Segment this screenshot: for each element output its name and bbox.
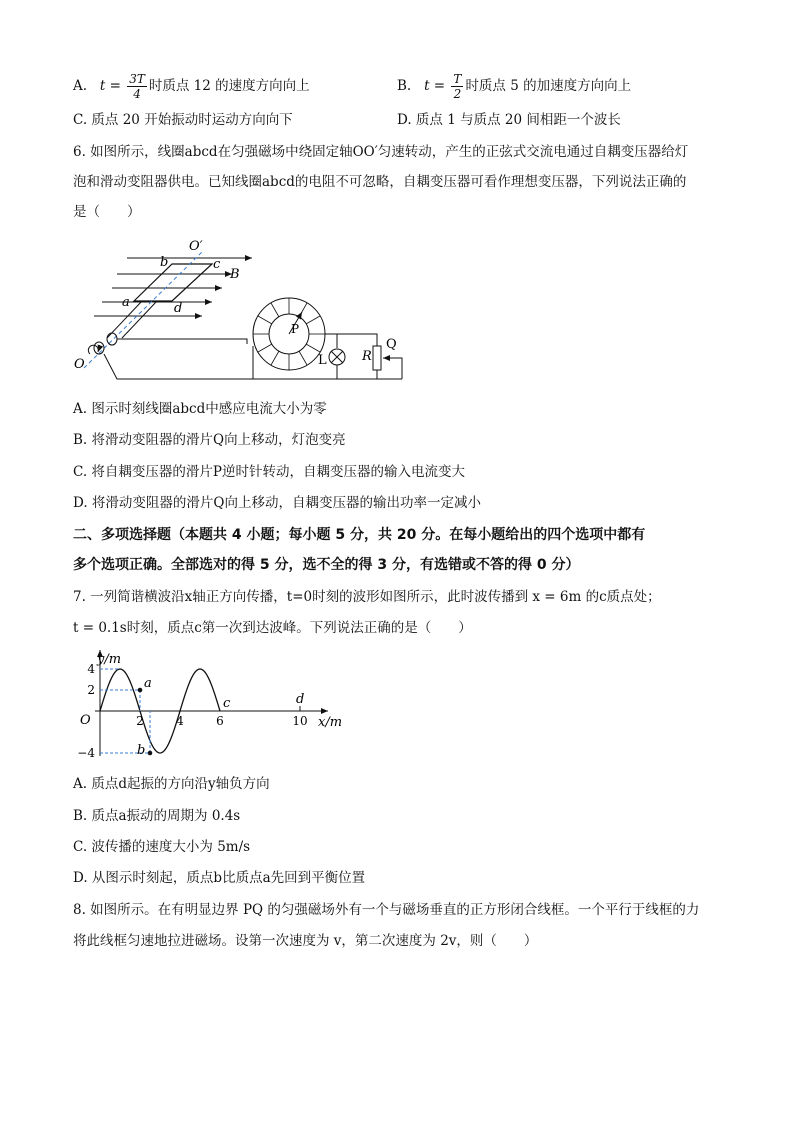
label-q: Q — [386, 337, 397, 352]
y-tick-label: 4 — [87, 662, 95, 676]
q5-option-a[interactable] — [73, 72, 310, 101]
x-tick-label: 4 — [176, 714, 184, 728]
label-c: c — [213, 257, 221, 272]
q7-stem-line1: 7. 一列简谐横波沿x轴正方向传播，t=0时刻的波形如图所示，此时波传播到 x = 6m 的c质点处； — [73, 589, 661, 605]
q8-stem-line2: 将此线框匀速地拉进磁场。设第一次速度为 v，第二次速度为 2v，则（ ） — [73, 933, 538, 949]
q6-stem-line2: 泡和滑动变阻器供电。已知线圈abcd的电阻不可忽略，自耦变压器可看作理想变压器，下列说法正确的 — [73, 174, 687, 190]
coil-abcd — [134, 264, 212, 301]
q5-option-b[interactable] — [397, 72, 631, 101]
section2-heading-line2: 多个选项正确。全部选对的得 5 分，选不全的得 3 分，有选错或不答的得 0 分） — [73, 557, 580, 573]
slider-q-arrow — [383, 358, 402, 379]
section2-heading-line1: 二、多项选择题（本题共 4 小题；每小题 5 分，共 20 分。在每小题给出的四个选项中都有 — [73, 527, 646, 543]
rotation-axis — [84, 252, 202, 368]
y-tick-label: 2 — [87, 683, 95, 697]
x-tick-label: 2 — [136, 714, 144, 728]
point-b — [148, 751, 153, 756]
label-l: L — [318, 353, 327, 368]
q7-option-b[interactable]: B. 质点a振动的周期为 0.4s — [73, 808, 241, 824]
y-tick-label: −4 — [77, 746, 95, 758]
q6-stem-line1: 6. 如图所示，线圈abcd在匀强磁场中绕固定轴OO′匀速转动，产生的正弦式交流电通过自耦变压器给灯 — [73, 144, 689, 160]
q5-option-d[interactable]: D. 质点 1 与质点 20 间相距一个波长 — [397, 112, 621, 128]
q5-option-c[interactable]: C. 质点 20 开始振动时运动方向向下 — [73, 112, 293, 128]
label-p: P — [291, 322, 300, 336]
rotation-arrow — [88, 345, 98, 354]
option-text: 时质点 12 的速度方向向上 — [148, 78, 310, 94]
q7-stem-line2: t = 0.1s时刻，质点c第一次到达波峰。下列说法正确的是（ ） — [73, 620, 472, 636]
q6-stem-line3: 是（ ） — [73, 204, 141, 220]
option-letter: B. — [397, 78, 412, 94]
q6-option-d[interactable]: D. 将滑动变阻器的滑片Q向上移动，自耦变压器的输出功率一定减小 — [73, 495, 481, 511]
q6-circuit-figure — [72, 236, 412, 386]
fraction-denominator: 4 — [133, 87, 141, 101]
q7-wave-graph — [70, 646, 350, 758]
option-letter: A. — [73, 78, 88, 94]
point-label-c: c — [223, 696, 231, 711]
label-a: a — [122, 295, 130, 310]
slip-ring — [94, 342, 104, 354]
q7-option-c[interactable]: C. 波传播的速度大小为 5m/s — [73, 839, 251, 855]
x-tick-label: 10 — [292, 714, 308, 728]
q6-option-b[interactable]: B. 将滑动变阻器的滑片Q向上移动，灯泡变亮 — [73, 432, 346, 448]
label-field-b: B — [230, 267, 240, 282]
q8-stem-line1: 8. 如图所示。在有明显边界 PQ 的匀强磁场外有一个与磁场垂直的正方形闭合线框。一个平行于线框的力 — [73, 902, 700, 918]
y-axis-label: y/m — [97, 652, 122, 667]
fraction-numerator: T — [453, 72, 462, 86]
slip-ring — [107, 333, 117, 345]
wire — [117, 339, 247, 344]
origin-label: O — [80, 713, 91, 728]
x-axis-label: x/m — [318, 715, 343, 730]
label-r: R — [362, 349, 372, 364]
q7-option-d[interactable]: D. 从图示时刻起，质点b比质点a先回到平衡位置 — [73, 870, 366, 886]
option-text: 时质点 5 的加速度方向向上 — [465, 78, 632, 94]
q6-option-c[interactable]: C. 将自耦变压器的滑片P逆时针转动，自耦变压器的输入电流变大 — [73, 464, 466, 480]
x-tick-label: 6 — [216, 714, 224, 728]
fraction-numerator: 3T — [129, 72, 145, 86]
label-d: d — [174, 301, 183, 316]
point-label-b: b — [137, 743, 146, 758]
point-a — [138, 688, 143, 693]
rheostat-icon — [373, 346, 381, 370]
point-label-d: d — [296, 692, 305, 707]
time-symbol: t = — [99, 78, 121, 94]
fraction-3t-over-4 — [127, 72, 147, 101]
q6-option-a[interactable]: A. 图示时刻线圈abcd中感应电流大小为零 — [73, 401, 327, 417]
q7-option-a[interactable]: A. 质点d起振的方向沿y轴负方向 — [73, 776, 270, 792]
label-b: b — [160, 255, 169, 270]
fraction-t-over-2 — [451, 72, 463, 101]
time-symbol: t = — [424, 78, 446, 94]
fraction-denominator: 2 — [453, 87, 462, 101]
label-o: O — [74, 357, 85, 372]
label-o-prime: O′ — [189, 239, 203, 254]
point-label-a: a — [144, 676, 152, 691]
